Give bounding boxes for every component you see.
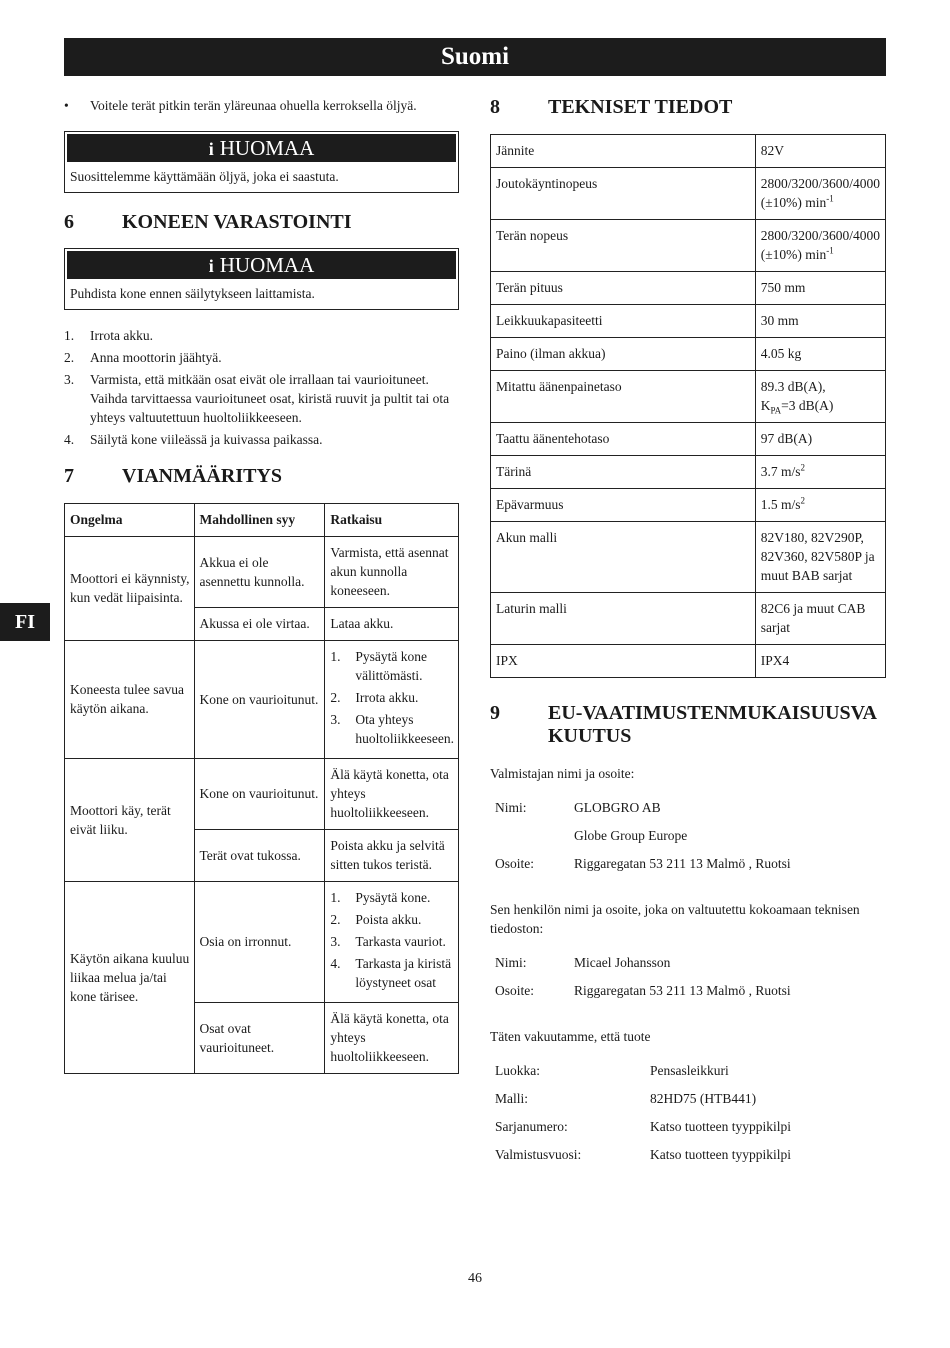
info-row: Valmistusvuosi: Katso tuotteen tyyppikilpi <box>495 1147 791 1162</box>
right-column <box>490 96 886 1173</box>
declaration-text: Täten vakuutamme, että tuote <box>490 1029 651 1044</box>
section-heading <box>64 211 459 234</box>
section-number: 6 <box>64 211 74 233</box>
product-info <box>490 1061 886 1164</box>
section-title: KONEEN VARASTOINTI <box>122 211 352 233</box>
list-item: 3. Ota yhteys huoltoliikkeeseen. <box>330 712 455 746</box>
info-row: Osoite: Riggaregatan 53 211 13 Malmö , Ruotsi <box>495 983 791 998</box>
page-number: 46 <box>468 1271 482 1286</box>
note-box <box>64 248 459 310</box>
table-row: Laturin malli 82C6 ja muut CAB sarjat <box>491 593 886 645</box>
table-row <box>65 882 459 1003</box>
section-heading <box>64 465 459 488</box>
language-tab: FI <box>0 603 50 641</box>
table-row: Jännite 82V <box>491 135 886 168</box>
cause-cell: Osat ovat vaurioituneet. <box>194 1003 325 1074</box>
note-title: HUOMAA <box>219 136 315 160</box>
info-row: Nimi: Micael Johansson <box>495 955 671 970</box>
cause-cell: Osia on irronnut. <box>194 882 325 1003</box>
manufacturer-label: Valmistajan nimi ja osoite: <box>490 766 635 781</box>
cause-cell: Kone on vaurioitunut. <box>194 641 325 759</box>
note-header <box>65 249 458 279</box>
info-row: Globe Group Europe <box>574 828 688 843</box>
info-row: Nimi: GLOBGRO AB <box>495 800 661 815</box>
table-row <box>65 641 459 759</box>
info-icon: i <box>208 139 214 159</box>
solution-cell <box>325 882 459 1003</box>
info-row: Osoite: Riggaregatan 53 211 13 Malmö , Ruotsi <box>495 856 791 871</box>
section-heading <box>490 702 886 748</box>
table-row: IPX IPX4 <box>491 645 886 678</box>
note-box <box>64 131 459 193</box>
list-item: 3. Varmista, että mitkään osat eivät ole irrallaan tai vaurioituneet. Vaihda tarvittaessa vaurioituneet osat, kiristä ruuvit ja pultit tai ota yhteys valtuutettuun huoltoliikkeeseen. <box>64 372 450 425</box>
section-number: 9 <box>490 702 500 724</box>
note-text: Puhdista kone ennen säilytykseen laittamista. <box>70 286 315 301</box>
problem-cell: Moottori käy, terät eivät liiku. <box>65 759 195 882</box>
table-row: Mitattu äänenpainetaso 89.3 dB(A), $K_{PA}=3$ dB(A) <box>491 371 886 423</box>
manufacturer-info <box>490 798 886 873</box>
table-row: Epävarmuus 1.5 $m/s^2$ <box>491 489 886 522</box>
section-title: TEKNISET TIEDOT <box>548 96 733 118</box>
cause-cell: Akkua ei ole asennettu kunnolla. <box>194 537 325 608</box>
solution-cell: Älä käytä konetta, ota yhteys huoltoliikkeeseen. <box>325 1003 459 1074</box>
info-icon: i <box>208 256 214 276</box>
solution-cell: Älä käytä konetta, ota yhteys huoltoliikkeeseen. <box>325 759 459 830</box>
list-item: 2. Anna moottorin jäähtyä. <box>64 350 222 365</box>
section-title: VIANMÄÄRITYS <box>122 465 283 487</box>
cause-cell: Akussa ei ole virtaa. <box>194 608 325 641</box>
problem-cell: Käytön aikana kuuluu liikaa melua ja/tai kone tärisee. <box>65 882 195 1074</box>
solution-cell: Lataa akku. <box>325 608 459 641</box>
table-row: Leikkuukapasiteetti 30 mm <box>491 305 886 338</box>
note-header <box>65 132 458 162</box>
problem-cell: Moottori ei käynnisty, kun vedät liipaisinta. <box>65 537 195 641</box>
column-header: Mahdollinen syy <box>194 504 325 537</box>
section-heading <box>490 96 886 119</box>
section-number: 7 <box>64 465 74 487</box>
solution-cell <box>325 641 459 759</box>
table-header-row <box>65 504 459 537</box>
table-row: Akun malli 82V180, 82V290P, 82V360, 82V580P ja muut BAB sarjat <box>491 522 886 593</box>
left-column <box>64 96 459 1074</box>
table-row: Terän nopeus 2800/3200/3600/4000 (±10%) $\min^{-1}$ <box>491 220 886 272</box>
troubleshooting-table <box>64 503 459 1074</box>
info-row: Luokka: Pensasleikkuri <box>495 1063 729 1078</box>
info-row: Malli: 82HD75 (HTB441) <box>495 1091 757 1106</box>
table-row: Terän pituus 750 mm <box>491 272 886 305</box>
list-item: 4. Tarkasta ja kiristä löystyneet osat <box>330 956 452 990</box>
storage-steps <box>64 326 459 449</box>
section-number: 8 <box>490 96 500 118</box>
list-item: 3. Tarkasta vauriot. <box>330 934 446 949</box>
page-header: Suomi <box>64 38 886 76</box>
list-item: 2. Irrota akku. <box>330 690 419 705</box>
specs-table <box>490 134 886 678</box>
column-header: Ongelma <box>65 504 195 537</box>
problem-cell: Koneesta tulee savua käytön aikana. <box>65 641 195 759</box>
bullet-dot: • <box>64 98 69 113</box>
table-row: Paino (ilman akkua) 4.05 kg <box>491 338 886 371</box>
cause-cell: Terät ovat tukossa. <box>194 830 325 882</box>
note-title: HUOMAA <box>219 253 315 277</box>
table-row: Taattu äänentehotaso 97 dB(A) <box>491 423 886 456</box>
authorized-label: Sen henkilön nimi ja osoite, joka on valtuutettu kokoamaan teknisen tiedoston: <box>490 902 860 936</box>
list-item: 1. Pysäytä kone välittömästi. <box>330 649 428 683</box>
list-item: 1. Pysäytä kone. <box>330 890 431 905</box>
table-row: Joutokäyntinopeus 2800/3200/3600/4000 (±10%) $\min^{-1}$ <box>491 168 886 220</box>
cause-cell: Kone on vaurioitunut. <box>194 759 325 830</box>
solution-cell: Poista akku ja selvitä sitten tukos teristä. <box>325 830 459 882</box>
list-item: 4. Säilytä kone viileässä ja kuivassa paikassa. <box>64 432 323 447</box>
list-item: 1. Irrota akku. <box>64 328 153 343</box>
table-row: Tärinä 3.7 $m/s^2$ <box>491 456 886 489</box>
bullet-item <box>64 96 459 115</box>
list-item: 2. Poista akku. <box>330 912 422 927</box>
info-row: Sarjanumero: Katso tuotteen tyyppikilpi <box>495 1119 791 1134</box>
bullet-text: Voitele terät pitkin terän yläreunaa ohuella kerroksella öljyä. <box>90 98 417 113</box>
solution-cell: Varmista, että asennat akun kunnolla koneeseen. <box>325 537 459 608</box>
authorized-info <box>490 953 886 1000</box>
table-row <box>65 537 459 608</box>
section-title: EU-VAATIMUSTENMUKAISUUSVAKUUTUS <box>548 702 877 747</box>
table-row <box>65 759 459 830</box>
column-header: Ratkaisu <box>325 504 459 537</box>
note-text: Suosittelemme käyttämään öljyä, joka ei saastuta. <box>70 169 339 184</box>
